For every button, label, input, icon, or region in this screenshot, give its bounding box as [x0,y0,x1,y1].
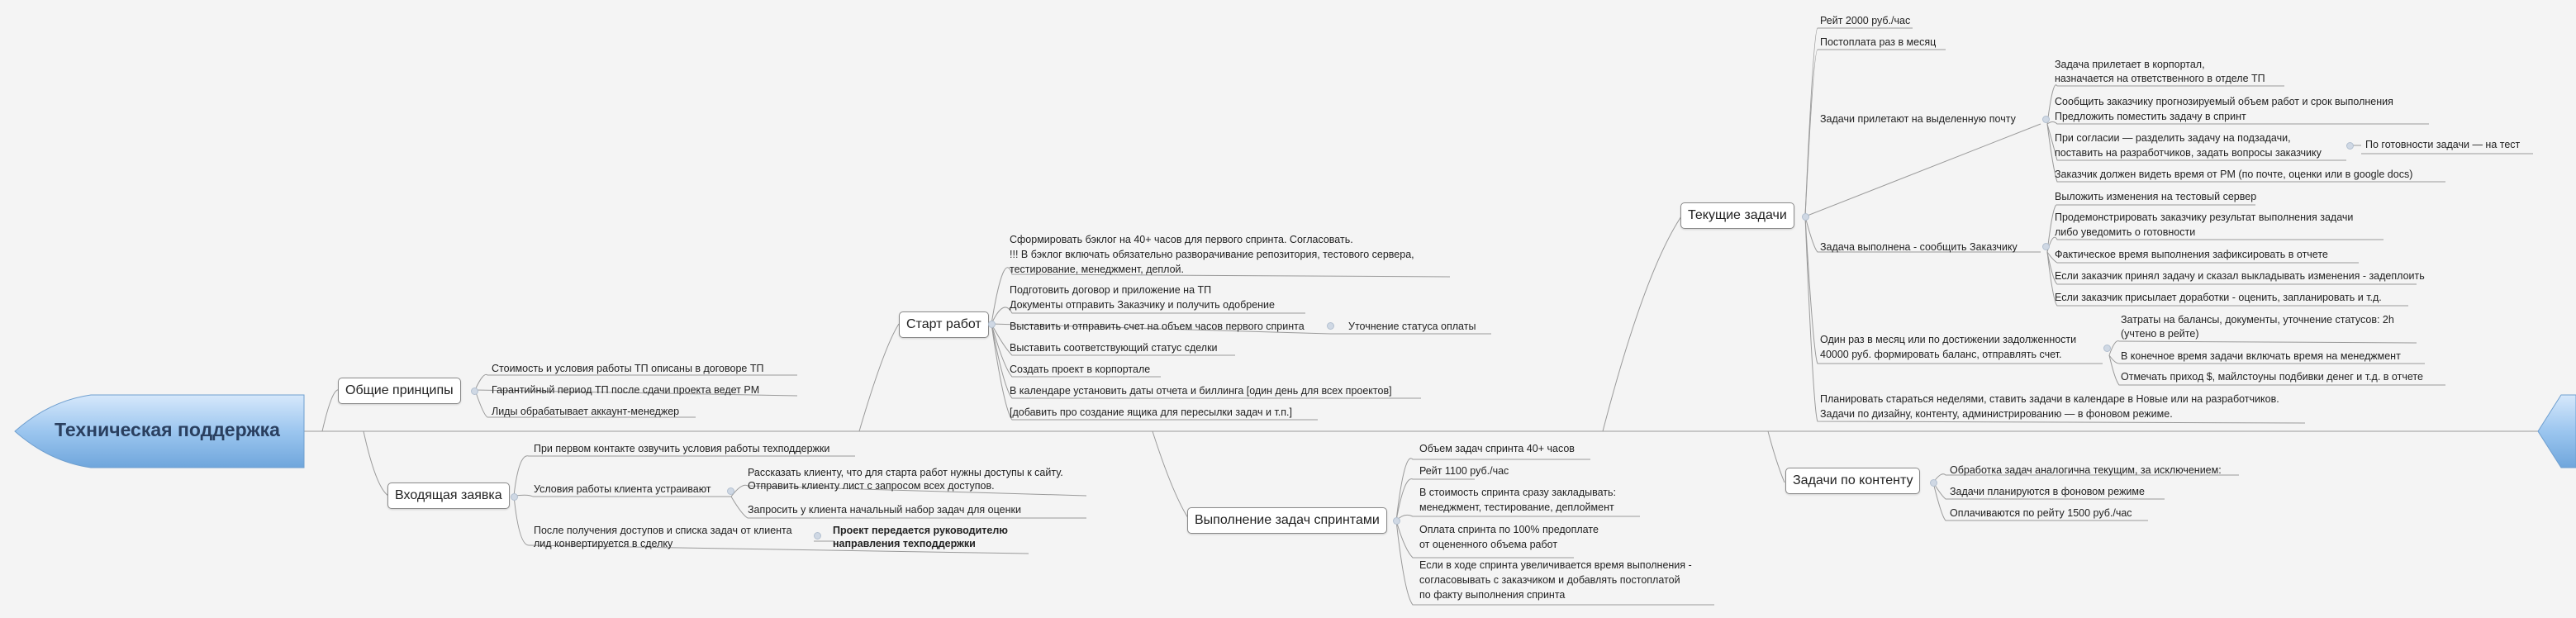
current-plan-line-1[interactable]: Планировать стараться неделями, ставить задачи в календаре в Новые или на разработчиков. [1820,393,2279,405]
general-item-3[interactable]: Лиды обрабатывает аккаунт-менеджер [492,406,680,417]
collapse-dot-icon[interactable] [1393,517,1400,525]
collapse-dot-icon[interactable] [814,532,821,540]
done-sub-2-line-2[interactable]: либо уведомить о готовности [2055,226,2196,238]
collapse-dot-icon[interactable] [1930,479,1937,487]
sprints-item-1[interactable]: Объем задач спринта 40+ часов [1419,443,1575,454]
current-monthly-line-2[interactable]: 40000 руб. формировать баланс, отправлять счет. [1820,349,2062,360]
mail-sub-2-line-2[interactable]: Предложить поместить задачу в спринт [2055,111,2246,122]
current-plan-line-2[interactable]: Задачи по дизайну, контенту, администрированию — в фоновом режиме. [1820,408,2173,420]
collapse-dot-icon[interactable] [2103,345,2111,352]
start-item-6[interactable]: В календаре установить даты отчета и биллинга [один день для всех проектов] [1010,385,1392,397]
monthly-sub-3[interactable]: Отмечать приход $, майлстоуны подбивки денег и т.д. в отчете [2121,371,2423,383]
mail-sub-2-line-1[interactable]: Сообщить заказчику прогнозируемый объем работ и срок выполнения [2055,96,2393,107]
current-rate[interactable]: Рейт 2000 руб./час [1820,15,1911,26]
sprints-item-5-line-3[interactable]: по факту выполнения спринта [1419,589,1566,601]
done-sub-4[interactable]: Если заказчик принял задачу и сказал выкладывать изменения - задеплоить [2055,270,2425,282]
sprints-item-5-line-1[interactable]: Если в ходе спринта увеличивается время выполнения - [1419,559,1692,571]
node-current-tasks[interactable]: Текущие задачи [1680,202,1794,229]
done-sub-2-line-1[interactable]: Продемонстрировать заказчику результат выполнения задачи [2055,212,2354,223]
collapse-dot-icon[interactable] [471,387,478,395]
node-start-work[interactable]: Старт работ [899,311,989,338]
start-item-3[interactable]: Выставить и отправить счет на объем часов первого спринта [1010,321,1305,332]
general-item-2[interactable]: Гарантийный период ТП после сдачи проекта ведет PM [492,384,760,396]
monthly-sub-1-line-2[interactable]: (учтено в рейте) [2121,328,2199,340]
collapse-dot-icon[interactable] [2042,243,2050,250]
start-item-1-line-3[interactable]: тестирование, менеджмент, деплой. [1010,264,1185,275]
current-monthly-line-1[interactable]: Один раз в месяц или по достижении задолженности [1820,334,2077,345]
collapse-dot-icon[interactable] [2346,142,2354,150]
mail-sub-1-line-2[interactable]: назначается на ответственного в отделе ТП [2055,73,2265,84]
current-postpay[interactable]: Постоплата раз в месяц [1820,36,1937,48]
content-item-1[interactable]: Обработка задач аналогична текущим, за исключением: [1950,464,2222,476]
conditions-sub-2[interactable]: Запросить у клиента начальный набор задач для оценки [748,504,1021,516]
root-title[interactable]: Техническая поддержка [55,419,280,440]
general-item-1[interactable]: Стоимость и условия работы ТП описаны в договоре ТП [492,363,764,374]
start-item-3-sub[interactable]: Уточнение статуса оплаты [1348,321,1476,332]
node-content-tasks[interactable]: Задачи по контенту [1785,468,1920,494]
current-mail[interactable]: Задачи прилетают на выделенную почту [1820,113,2016,125]
conditions-sub-1-line-2[interactable]: Отправить клиенту лист с запросом всех доступов. [748,480,995,492]
start-item-2-line-1[interactable]: Подготовить договор и приложение на ТП [1010,284,1212,296]
start-item-1-line-2[interactable]: !!! В бэклог включать обязательно разворачивание репозитория, тестового сервера, [1010,249,1414,260]
monthly-sub-2[interactable]: В конечное время задачи включать время на менеджмент [2121,350,2401,362]
sprints-item-3-line-2[interactable]: менеджмент, тестирование, деплоймент [1419,502,1614,513]
mail-sub-4[interactable]: Заказчик должен видеть время от PM (по почте, оценки или в google docs) [2055,169,2413,180]
sprints-item-5-line-2[interactable]: согласовывать с заказчиком и добавлять постоплатой [1419,574,1680,586]
collapse-dot-icon[interactable] [1802,213,1809,221]
incoming-access-line-2[interactable]: лид конвертируется в сделку [534,538,673,549]
content-item-3[interactable]: Оплачиваются по рейту 1500 руб./час [1950,507,2132,519]
collapse-dot-icon[interactable] [2042,116,2050,123]
mail-sub-3-line-1[interactable]: При согласии — разделить задачу на подзадачи, [2055,132,2291,144]
incoming-conditions[interactable]: Условия работы клиента устраивают [534,483,711,495]
sprints-item-4-line-1[interactable]: Оплата спринта по 100% предоплате [1419,524,1599,535]
sprints-item-2[interactable]: Рейт 1100 руб./час [1419,465,1509,477]
collapse-dot-icon[interactable] [1327,322,1334,330]
start-item-5[interactable]: Создать проект в корпортале [1010,364,1151,375]
incoming-item-1[interactable]: При первом контакте озвучить условия работы техподдержки [534,443,830,454]
mail-sub-3-line-2[interactable]: поставить на разработчиков, задать вопросы заказчику [2055,147,2322,159]
done-sub-1[interactable]: Выложить изменения на тестовый сервер [2055,191,2257,202]
collapse-dot-icon[interactable] [511,493,518,501]
node-incoming-request[interactable]: Входящая заявка [387,483,510,509]
start-item-4[interactable]: Выставить соответствующий статус сделки [1010,342,1218,354]
node-general-principles[interactable]: Общие принципы [338,378,461,404]
collapse-dot-icon[interactable] [727,487,734,495]
node-sprint-tasks[interactable]: Выполнение задач спринтами [1187,507,1387,534]
mail-sub-3-sub[interactable]: По готовности задачи — на тест [2365,139,2521,150]
start-item-1-line-1[interactable]: Сформировать бэклог на 40+ часов для первого спринта. Согласовать. [1010,234,1353,245]
mail-sub-1-line-1[interactable]: Задача прилетает в корпортал, [2055,59,2205,70]
access-result-line-2[interactable]: направления техподдержки [833,538,976,549]
done-sub-5[interactable]: Если заказчик присылает доработки - оценить, запланировать и т.д. [2055,292,2382,303]
start-item-2-line-2[interactable]: Документы отправить Заказчику и получить одобрение [1010,299,1275,311]
content-item-2[interactable]: Задачи планируются в фоновом режиме [1950,486,2145,497]
conditions-sub-1-line-1[interactable]: Рассказать клиенту, что для старта работ нужны доступы к сайту. [748,467,1063,478]
sprints-item-4-line-2[interactable]: от оцененного объема работ [1419,539,1558,550]
incoming-access-line-1[interactable]: После получения доступов и списка задач от клиента [534,525,792,536]
start-item-7[interactable]: [добавить про создание ящика для пересылки задач и т.п.] [1010,406,1292,418]
collapse-dot-icon[interactable] [988,321,996,328]
access-result-line-1[interactable]: Проект передается руководителю [833,525,1008,536]
monthly-sub-1-line-1[interactable]: Затраты на балансы, документы, уточнение статусов: 2h [2121,314,2394,326]
sprints-item-3-line-1[interactable]: В стоимость спринта сразу закладывать: [1419,487,1616,498]
current-done[interactable]: Задача выполнена - сообщить Заказчику [1820,241,2018,253]
done-sub-3[interactable]: Фактическое время выполнения зафиксировать в отчете [2055,249,2328,260]
